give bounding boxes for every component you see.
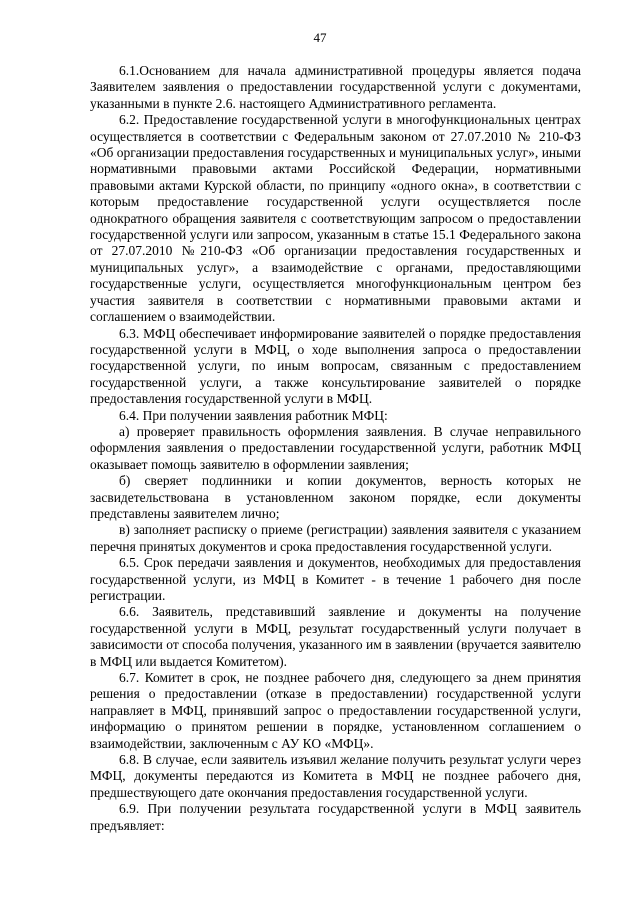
paragraph-6-4: 6.4. При получении заявления работник МФЦ: bbox=[119, 407, 388, 423]
paragraph-6-5: 6.5. Срок передачи заявления и документов, необходимых для предоставления государственной услуги, из МФЦ в Комитет - в течение 1 рабочего дня после регистрации. bbox=[90, 555, 581, 603]
paragraph-6-4-v: в) заполняет расписку о приеме (регистрации) заявления заявителя с указанием перечня принятых документов и срока предоставления государственной услуги. bbox=[90, 522, 581, 554]
paragraph-6-6: 6.6. Заявитель, представивший заявление и документы на получение государственной услуги в МФЦ, результат государственный услуги получает в зависимости от способа получения, указанного им в заявлении (вручается заявителю в МФЦ или выдается Комитетом). bbox=[90, 604, 581, 669]
paragraph-6-3: 6.3. МФЦ обеспечивает информирование заявителей о порядке предоставления государственной услуги в МФЦ, о ходе выполнения запроса о предоставлении государственной услуги, по иным вопросам, связанным с предоставлением государственной услуги, а также консультирование заявителей о порядке предоставления государственной услуги в МФЦ. bbox=[90, 325, 581, 407]
paragraph-6-4-a: а) проверяет правильность оформления заявления. В случае неправильного оформления заявления о предоставлении государственной услуги, работник МФЦ оказывает помощь заявителю в оформлении заявления; bbox=[90, 423, 581, 472]
paragraph-6-9: 6.9. При получении результата государственной услуги в МФЦ заявитель предъявляет: bbox=[90, 801, 581, 833]
paragraph-6-1: 6.1.Основанием для начала административной процедуры является подача Заявителем заявления о предоставлении государственной услуги с документами, указанными в пункте 2.6. настоящего Административного регламента. bbox=[90, 63, 581, 111]
paragraph-6-2: 6.2. Предоставление государственной услуги в многофункциональных центрах осуществляется в соответствии с Федеральным законом от 27.07.2010 № 210-ФЗ «Об организации предоставления государственных и муниципальных услуг», иными нормативными правовыми актами Российской Федерации, нормативными правовыми актами Курской области, по принципу «одного окна», в соответствии с которым предоставление государственной услуги осуществляется после однократного обращения заявителя с соответствующим запросом о предоставлении государственной услуги или запросом, указанным в статье 15.1 Федерального закона от 27.07.2010 №210-ФЗ «Об организации предоставления государственных и муниципальных услуг», а взаимодействие с органами, предоставляющими государственные услуги, осуществляется многофункциональным центром без участия заявителя в соответствии с нормативными правовыми актами и соглашением о взаимодействии. bbox=[90, 112, 581, 325]
page-number: 47 bbox=[313, 30, 327, 45]
paragraph-6-8: 6.8. В случае, если заявитель изъявил желание получить результат услуги через МФЦ, документы передаются из Комитета в МФЦ не позднее рабочего дня, предшествующего дате окончания предоставления государственной услуги. bbox=[90, 752, 581, 800]
paragraph-6-4-b: б) сверяет подлинники и копии документов, верность которых не засвидетельствована в установленном законом порядке, если документы представлены заявителем лично; bbox=[90, 473, 581, 521]
document-body bbox=[90, 63, 581, 834]
paragraph-6-7: 6.7. Комитет в срок, не позднее рабочего дня, следующего за днем принятия решения о предоставлении (отказе в предоставлении) государственной услуги направляет в МФЦ, принявший запрос о предоставлении государственной услуги, информацию о принятом решении в порядке, установленном соглашением о взаимодействии, заключенным с АУ КО «МФЦ». bbox=[90, 670, 581, 751]
